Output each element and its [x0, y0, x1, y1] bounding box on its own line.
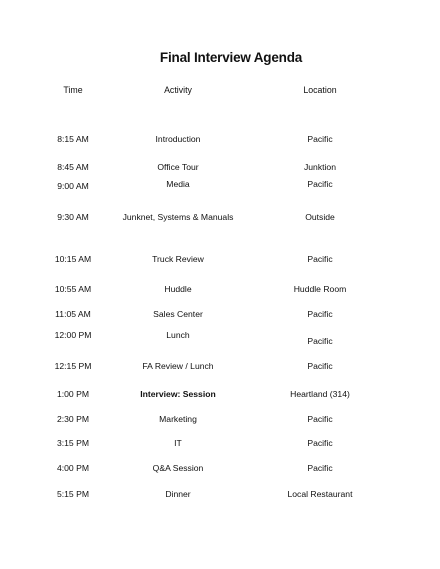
row-time: 4:00 PM	[56, 463, 89, 473]
header-time: Time	[63, 85, 83, 95]
row-activity: Media	[166, 179, 190, 189]
row-time: 5:15 PM	[56, 489, 89, 499]
row-time: 10:15 AM	[54, 254, 92, 264]
row-time: 2:30 PM	[56, 414, 89, 424]
row-activity: FA Review / Lunch	[142, 361, 214, 371]
row-activity: Sales Center	[153, 309, 203, 319]
row-location: Pacific	[307, 336, 333, 346]
row-location: Pacific	[307, 463, 333, 473]
row-location: Junktion	[303, 162, 336, 172]
row-activity: Interview: Session	[140, 389, 216, 399]
row-location: Pacific	[307, 179, 333, 189]
row-time: 8:15 AM	[57, 134, 89, 144]
row-time: 1:00 PM	[56, 389, 89, 399]
row-location: Pacific	[307, 361, 333, 371]
row-location: Heartland (314)	[290, 389, 350, 399]
row-activity: IT	[174, 438, 182, 448]
row-time: 11:05 AM	[55, 309, 91, 319]
row-activity: Introduction	[155, 134, 201, 144]
page-title: Final Interview Agenda	[159, 50, 303, 65]
row-activity: Lunch	[166, 330, 190, 340]
row-activity: Dinner	[165, 489, 191, 499]
row-location: Pacific	[307, 309, 333, 319]
row-activity: Junknet, Systems & Manuals	[122, 212, 234, 222]
row-time: 12:15 PM	[54, 361, 92, 371]
row-activity: Truck Review	[152, 254, 204, 264]
header-location: Location	[303, 85, 337, 95]
row-activity: Q&A Session	[152, 463, 204, 473]
row-activity: Huddle	[164, 284, 192, 294]
row-time: 12:00 PM	[54, 330, 92, 340]
header-activity: Activity	[164, 85, 192, 95]
row-time: 8:45 AM	[57, 162, 89, 172]
row-time: 9:30 AM	[57, 212, 89, 222]
row-time: 9:00 AM	[57, 181, 89, 191]
row-time: 10:55 AM	[54, 284, 92, 294]
row-location: Pacific	[307, 134, 333, 144]
row-activity: Office Tour	[157, 162, 199, 172]
row-location: Pacific	[307, 254, 333, 264]
row-location: Pacific	[307, 414, 333, 424]
row-activity: Marketing	[159, 414, 197, 424]
row-time: 3:15 PM	[56, 438, 89, 448]
row-location: Outside	[305, 212, 335, 222]
row-location: Pacific	[307, 438, 333, 448]
row-location: Huddle Room	[293, 284, 347, 294]
row-location: Local Restaurant	[287, 489, 353, 499]
